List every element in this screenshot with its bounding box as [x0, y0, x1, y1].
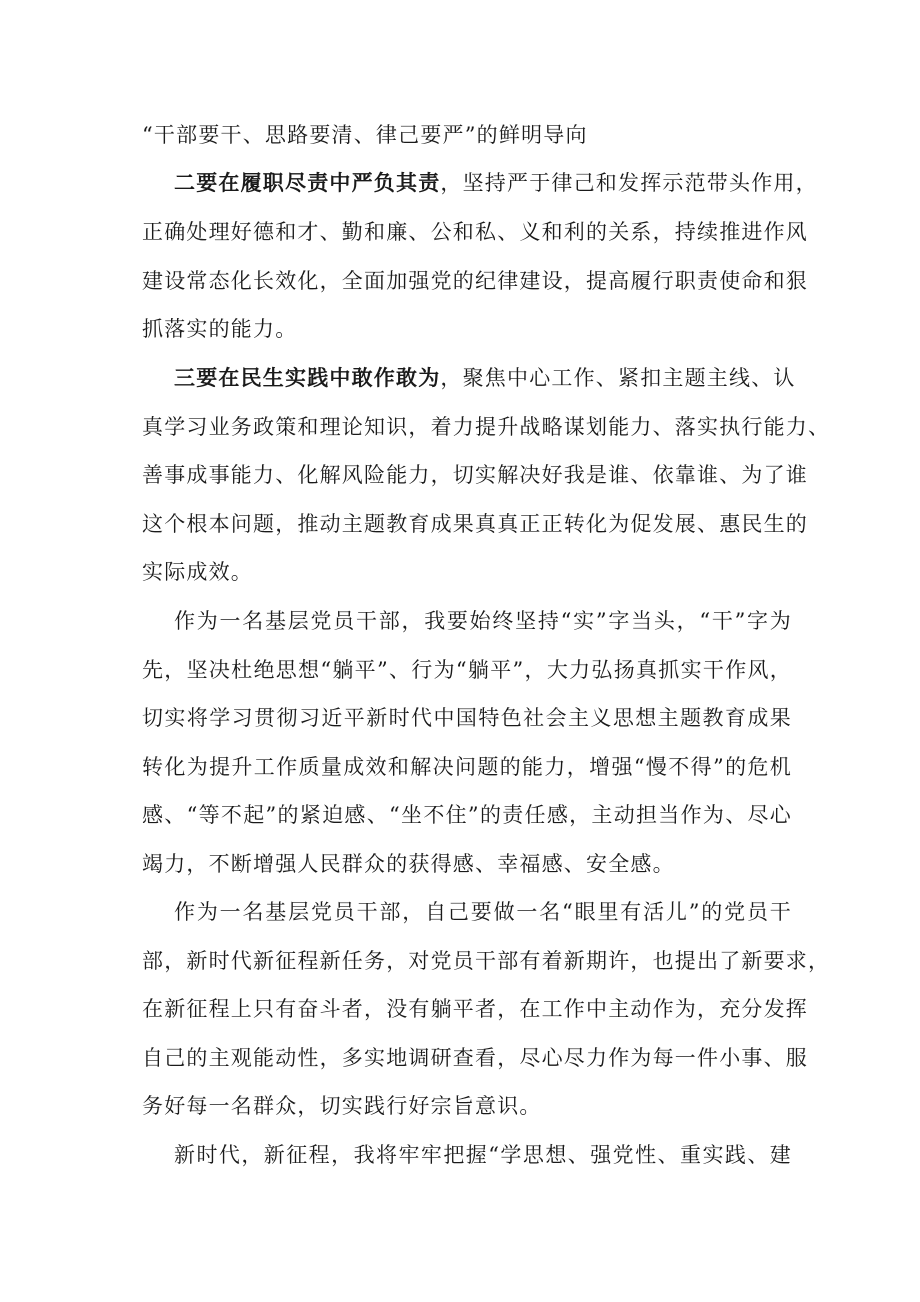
- line-text: 在新征程上只有奋斗者，没有躺平者，在工作中主动作为，充分发挥: [142, 997, 808, 1021]
- line-text: 这个根本问题，推动主题教育成果真真正正转化为促发展、惠民生的: [142, 512, 808, 536]
- line-text: 感、“等不起”的紧迫感、“坐不住”的责任感，主动担当作为、尽心: [142, 803, 792, 827]
- paragraph-line: [142, 314, 792, 344]
- line-text: 先，坚决杜绝思想“躺平”、行为“躺平”，大力弘扬真抓实干作风，: [142, 658, 792, 682]
- line-text: 转化为提升工作质量成效和解决问题的能力，增强“慢不得”的危机: [142, 755, 792, 779]
- paragraph-line: [142, 509, 808, 539]
- paragraph-line: [142, 849, 792, 879]
- paragraph-line: [142, 557, 792, 587]
- line-text: 新时代，新征程，我将牢牢把握“学思想、强党性、重实践、建: [174, 1143, 792, 1167]
- line-text: 建设常态化长效化，全面加强党的纪律建设，提高履行职责使命和狠: [142, 269, 808, 293]
- line-text: 作为一名基层党员干部，我要始终坚持“实”字当头，“干”字为: [174, 609, 792, 633]
- paragraph-line: [174, 168, 818, 198]
- paragraph-line: [142, 120, 792, 150]
- line-text: 部，新时代新征程新任务，对党员干部有着新期许，也提出了新要求，: [142, 949, 831, 973]
- line-text: 真学习业务政策和理论知识，着力提升战略谋划能力、落实执行能力、: [142, 415, 831, 439]
- paragraph-line: [174, 1140, 792, 1170]
- paragraph-line: [142, 994, 808, 1024]
- paragraph-line: [142, 752, 792, 782]
- line-text: 作为一名基层党员干部，自己要做一名“眼里有活儿”的党员干: [174, 900, 792, 924]
- bold-heading: 三要在民生实践中敢作敢为: [174, 365, 441, 390]
- line-text: ，坚持严于律己和发挥示范带头作用，: [440, 171, 818, 195]
- line-text: “干部要干、思路要清、律己要严”的鲜明导向: [142, 123, 588, 147]
- line-text: 自己的主观能动性，多实地调研查看，尽心尽力作为每一件小事、服: [142, 1046, 808, 1070]
- paragraph-line: [142, 946, 831, 976]
- line-text: 竭力，不断增强人民群众的获得感、幸福感、安全感。: [142, 852, 675, 876]
- paragraph-line: [142, 217, 808, 247]
- paragraph-line: [142, 460, 808, 490]
- line-text: 切实将学习贯彻习近平新时代中国特色社会主义思想主题教育成果: [142, 706, 792, 730]
- line-text: 务好每一名群众，切实践行好宗旨意识。: [142, 1094, 542, 1118]
- paragraph-line: [142, 412, 831, 442]
- paragraph-line: [142, 1091, 792, 1121]
- paragraph-line: [142, 800, 792, 830]
- line-text: 善事成事能力、化解风险能力，切实解决好我是谁、依靠谁、为了谁: [142, 463, 808, 487]
- bold-heading: 二要在履职尽责中严负其责: [174, 170, 441, 195]
- paragraph-line: [142, 655, 792, 685]
- paragraph-line: [142, 266, 808, 296]
- line-text: ，聚焦中心工作、紧扣主题主线、认: [440, 366, 796, 390]
- paragraph-line: [174, 606, 792, 636]
- paragraph-line: [174, 897, 792, 927]
- line-text: 正确处理好德和才、勤和廉、公和私、义和利的关系，持续推进作风: [142, 220, 808, 244]
- line-text: 抓落实的能力。: [142, 317, 298, 341]
- line-text: 实际成效。: [142, 560, 253, 584]
- paragraph-line: [174, 363, 796, 393]
- paragraph-line: [142, 703, 792, 733]
- paragraph-line: [142, 1043, 808, 1073]
